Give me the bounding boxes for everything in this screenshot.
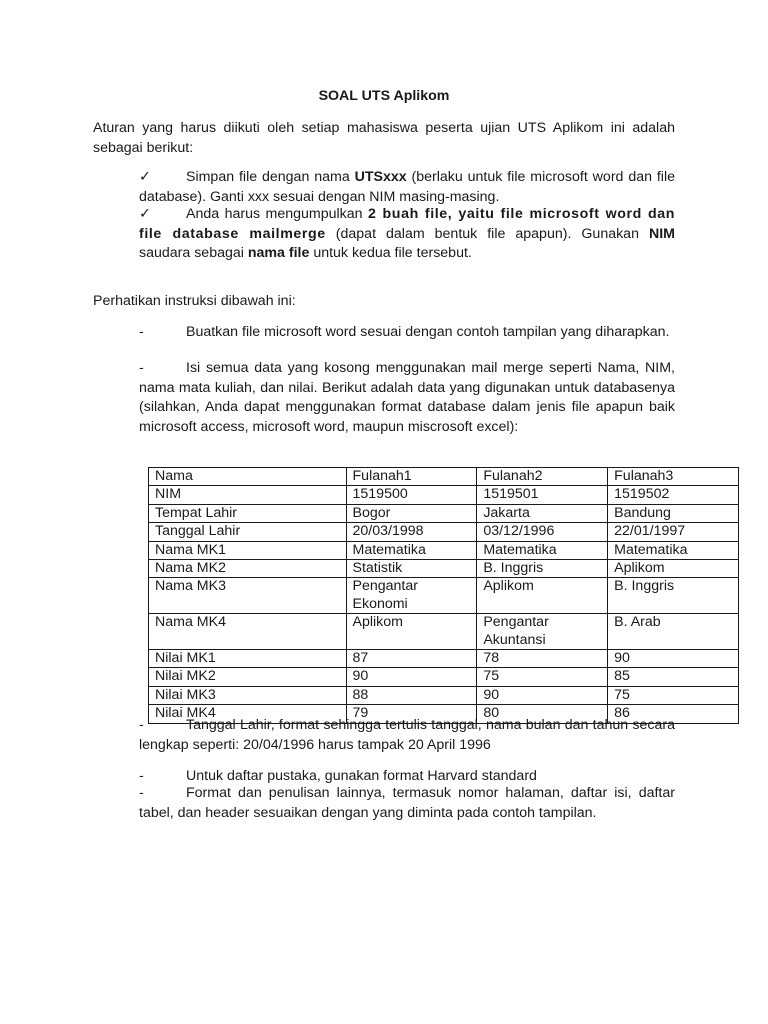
data-cell: Aplikom — [346, 614, 477, 650]
data-cell: 1519501 — [477, 486, 608, 504]
table-row — [149, 614, 739, 650]
data-cell: 90 — [346, 668, 477, 686]
instruction-item-5: - Format dan penulisan lainnya, termasuk nomor halaman, daftar isi, daftar tabel, dan header sesuaikan dengan yang diminta pada contoh tampilan. — [139, 785, 675, 821]
dash-bullet: - — [139, 324, 144, 340]
student-data-table — [148, 467, 739, 724]
data-cell: Fulanah2 — [477, 468, 608, 486]
row-label-cell: Nilai MK2 — [149, 668, 347, 686]
table-row — [149, 504, 739, 522]
data-cell: 90 — [477, 686, 608, 704]
check-icon: ✓ — [139, 169, 151, 185]
dash-bullet: - — [139, 717, 144, 733]
row-label-cell: Nama — [149, 468, 347, 486]
row-label-cell: NIM — [149, 486, 347, 504]
intro-paragraph: Aturan yang harus diikuti oleh setiap mahasiswa peserta ujian UTS Aplikom ini adalah sebagai berikut: — [93, 120, 675, 156]
data-cell: Jakarta — [477, 504, 608, 522]
table-row — [149, 486, 739, 504]
instructions-heading: Perhatikan instruksi dibawah ini: — [93, 293, 296, 309]
data-cell: Aplikom — [608, 560, 739, 578]
dash-bullet: - — [139, 768, 144, 784]
data-cell: 03/12/1996 — [477, 523, 608, 541]
data-cell: 22/01/1997 — [608, 523, 739, 541]
data-cell: 86 — [608, 705, 739, 723]
data-cell: Pengantar Akuntansi — [477, 614, 608, 650]
check-icon: ✓ — [139, 206, 151, 222]
rule-item-2: ✓ Anda harus mengumpulkan 2 buah file, yaitu file microsoft word dan file database mailmerge (dapat dalam bentuk file apapun). Gunakan NIM saudara sebagai nama file untuk kedua file tersebut. — [139, 206, 675, 261]
dash-bullet: - — [139, 785, 144, 801]
data-cell: 78 — [477, 650, 608, 668]
table-row — [149, 686, 739, 704]
table-row — [149, 523, 739, 541]
data-cell: Fulanah3 — [608, 468, 739, 486]
data-cell: Bogor — [346, 504, 477, 522]
data-cell: 80 — [477, 705, 608, 723]
data-cell: 1519502 — [608, 486, 739, 504]
row-label-cell: Nama MK2 — [149, 560, 347, 578]
data-cell: B. Inggris — [477, 560, 608, 578]
data-cell: 75 — [608, 686, 739, 704]
data-cell: 85 — [608, 668, 739, 686]
instruction-item-1: - Buatkan file microsoft word sesuai dengan contoh tampilan yang diharapkan. — [139, 323, 675, 343]
data-cell: Matematika — [608, 541, 739, 559]
data-cell: Matematika — [346, 541, 477, 559]
table-row — [149, 468, 739, 486]
data-cell: 87 — [346, 650, 477, 668]
row-label-cell: Tanggal Lahir — [149, 523, 347, 541]
table-row — [149, 668, 739, 686]
document-title: SOAL UTS Aplikom — [318, 88, 450, 104]
row-label-cell: Nama MK1 — [149, 541, 347, 559]
data-cell: Matematika — [477, 541, 608, 559]
row-label-cell: Tempat Lahir — [149, 504, 347, 522]
data-cell: 79 — [346, 705, 477, 723]
row-label-cell: Nilai MK4 — [149, 705, 347, 723]
data-cell: 1519500 — [346, 486, 477, 504]
row-label-cell: Nama MK3 — [149, 578, 347, 614]
row-label-cell: Nilai MK1 — [149, 650, 347, 668]
table-row — [149, 578, 739, 614]
instruction-item-3: - Tanggal Lahir, format sehingga tertulis tanggal, nama bulan dan tahun secara lengkap seperti: 20/04/1996 harus tampak 20 April 1996 — [139, 717, 675, 753]
row-label-cell: Nilai MK3 — [149, 686, 347, 704]
table-row — [149, 560, 739, 578]
row-label-cell: Nama MK4 — [149, 614, 347, 650]
data-cell: Pengantar Ekonomi — [346, 578, 477, 614]
instruction-item-2: - Isi semua data yang kosong menggunakan mail merge seperti Nama, NIM, nama mata kuliah, dan nilai. Berikut adalah data yang digunakan untuk databasenya (silahkan, Anda dapat menggunakan format database dalam jenis file apapun baik microsoft access, microsoft word, maupun miscrosoft excel): — [139, 360, 675, 435]
instruction-item-4: - Untuk daftar pustaka, gunakan format Harvard standard — [139, 767, 675, 787]
table-row — [149, 541, 739, 559]
data-cell: B. Arab — [608, 614, 739, 650]
dash-bullet: - — [139, 360, 144, 376]
data-cell: B. Inggris — [608, 578, 739, 614]
data-cell: Fulanah1 — [346, 468, 477, 486]
rule-item-1: ✓ Simpan file dengan nama UTSxxx (berlaku untuk file microsoft word dan file database). Ganti xxx sesuai dengan NIM masing-masing. — [139, 169, 675, 205]
data-cell: Aplikom — [477, 578, 608, 614]
data-cell: 20/03/1998 — [346, 523, 477, 541]
data-cell: Bandung — [608, 504, 739, 522]
data-cell: 75 — [477, 668, 608, 686]
data-cell: 90 — [608, 650, 739, 668]
data-cell: 88 — [346, 686, 477, 704]
table-row — [149, 650, 739, 668]
data-cell: Statistik — [346, 560, 477, 578]
